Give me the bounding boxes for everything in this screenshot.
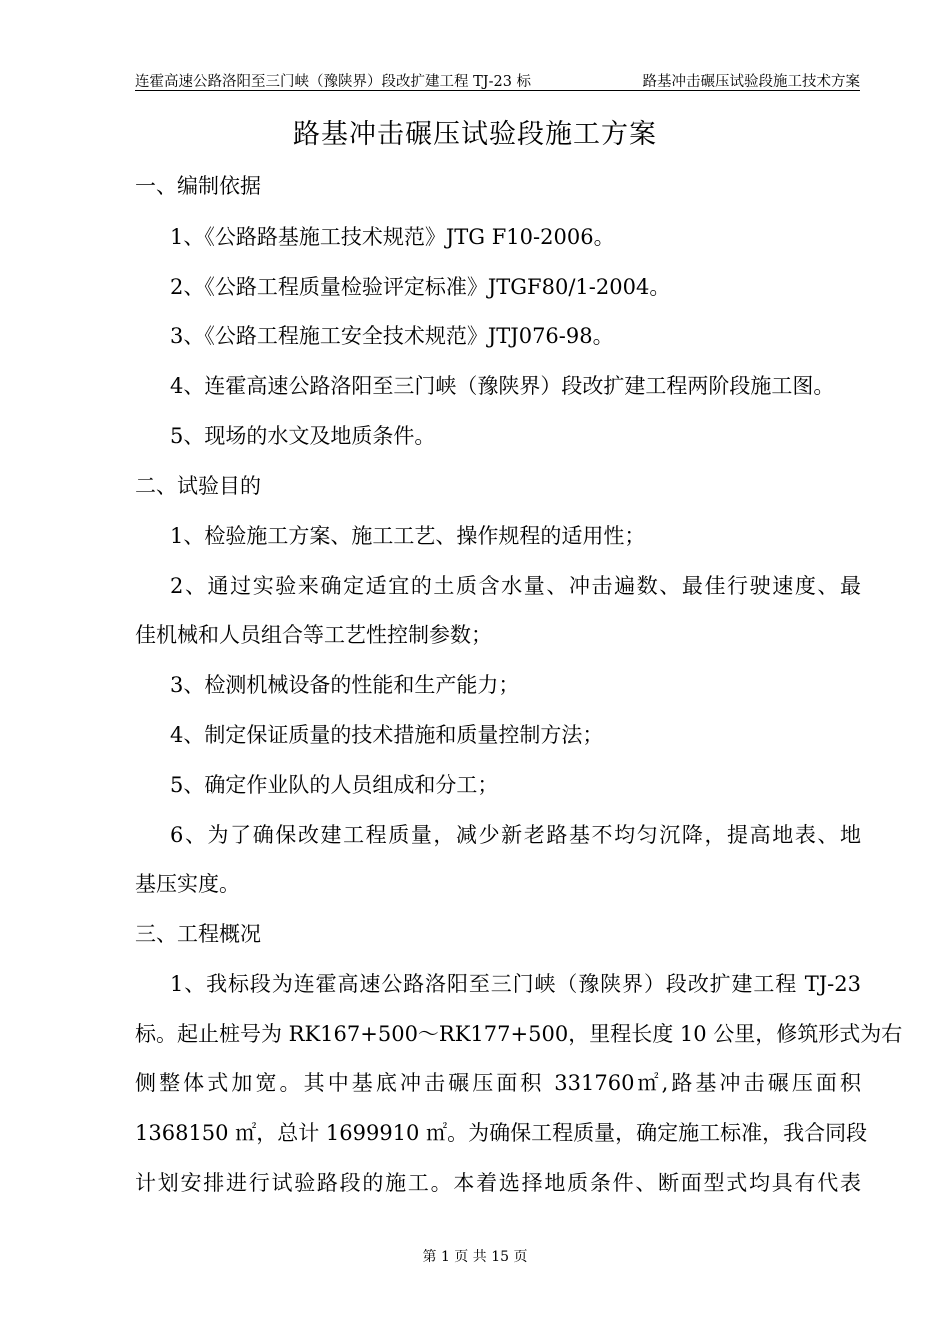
overview-para-line-5: 计划安排进行试验路段的施工。本着选择地质条件、断面型式均具有代表 <box>135 1171 861 1195</box>
purpose-item-2-line-2: 佳机械和人员组合等工艺性控制参数； <box>135 623 492 647</box>
purpose-item-3: 3、检测机械设备的性能和生产能力； <box>170 673 520 697</box>
basis-item-5: 5、现场的水文及地质条件。 <box>170 424 436 448</box>
overview-para-line-1: 1、我标段为连霍高速公路洛阳至三门峡（豫陕界）段改扩建工程 TJ-23 <box>170 972 861 996</box>
purpose-item-1: 1、检验施工方案、施工工艺、操作规程的适用性； <box>170 524 646 548</box>
basis-item-2: 2、《公路工程质量检验评定标准》JTGF80/1-2004。 <box>170 275 671 299</box>
page-number-footer: 第 1 页 共 15 页 <box>422 1249 528 1265</box>
header-divider <box>135 90 860 91</box>
header-doc-title: 路基冲击碾压试验段施工技术方案 <box>642 74 860 90</box>
purpose-item-4: 4、制定保证质量的技术措施和质量控制方法； <box>170 723 604 747</box>
purpose-item-6-line-2: 基压实度。 <box>135 872 240 896</box>
basis-item-1: 1、《公路路基施工技术规范》JTG F10-2006。 <box>170 225 615 249</box>
section-heading-overview: 三、工程概况 <box>135 922 261 946</box>
header-project-name: 连霍高速公路洛阳至三门峡（豫陕界）段改扩建工程 TJ-23 标 <box>135 74 532 90</box>
basis-item-3: 3、《公路工程施工安全技术规范》JTJ076-98。 <box>170 324 614 348</box>
purpose-item-5: 5、确定作业队的人员组成和分工； <box>170 773 499 797</box>
overview-para-line-2: 标。起止桩号为 RK167+500～RK177+500，里程长度 10 公里，修筑形式为右 <box>135 1022 903 1046</box>
section-heading-purpose: 二、试验目的 <box>135 474 261 498</box>
section-heading-basis: 一、编制依据 <box>135 174 261 198</box>
purpose-item-6-line-1: 6、为了确保改建工程质量，减少新老路基不均匀沉降，提高地表、地 <box>170 823 861 847</box>
overview-para-line-4: 1368150 ㎡，总计 1699910 ㎡。为确保工程质量，确定施工标准，我合同段 <box>135 1121 868 1145</box>
purpose-item-2-line-1: 2、通过实验来确定适宜的土质含水量、冲击遍数、最佳行驶速度、最 <box>170 574 861 598</box>
basis-item-4: 4、连霍高速公路洛阳至三门峡（豫陕界）段改扩建工程两阶段施工图。 <box>170 374 835 398</box>
overview-para-line-3: 侧整体式加宽。其中基底冲击碾压面积 331760㎡,路基冲击碾压面积 <box>135 1071 861 1095</box>
page-title: 路基冲击碾压试验段施工方案 <box>293 119 657 150</box>
